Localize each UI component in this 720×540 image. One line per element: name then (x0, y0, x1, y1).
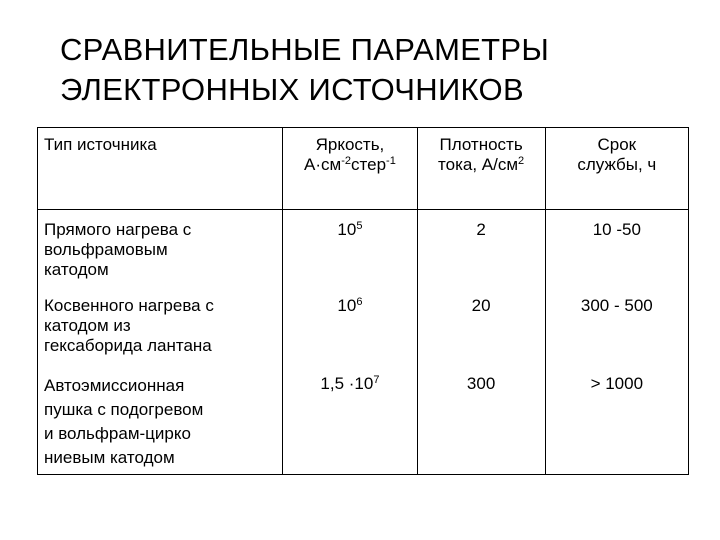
cell-brightness: $1,5 \cdot 10^7$ (283, 364, 417, 475)
header-density-line1: Плотность (439, 135, 523, 154)
cell-service-life: 10 -50 (545, 210, 688, 287)
cell-brightness: $10^6$ (283, 286, 417, 364)
header-brightness-line1: Яркость, (315, 135, 385, 154)
table-header-row (38, 128, 689, 210)
table-row (38, 210, 689, 287)
title-line-2: ЭЛЕКТРОННЫХ ИСТОЧНИКОВ (60, 72, 524, 107)
cell-current-density: 300 (417, 364, 545, 475)
title-line-1: СРАВНИТЕЛЬНЫЕ ПАРАМЕТРЫ (60, 32, 550, 67)
header-life-line1: Срок (597, 135, 637, 154)
header-source-type: Тип источника (38, 128, 283, 210)
cell-service-life: > 1000 (545, 364, 688, 475)
header-brightness (283, 128, 417, 210)
header-brightness-unit: $А\cdot см^{-2}стер^{-1}$ (304, 155, 396, 174)
cell-brightness: $10^5$ (283, 210, 417, 287)
header-service-life (545, 128, 688, 210)
slide-title (60, 30, 680, 110)
table-row (38, 286, 689, 364)
header-life-line2: службы, ч (577, 155, 657, 174)
cell-source-type: Прямого нагрева с вольфрамовым катодом (38, 210, 283, 287)
header-current-density (417, 128, 545, 210)
header-density-unit: тока, $А/см^2$ (438, 155, 525, 174)
cell-current-density: 20 (417, 286, 545, 364)
parameters-table (37, 127, 689, 475)
cell-service-life: 300 - 500 (545, 286, 688, 364)
cell-source-type: Автоэмиссионная пушка с подогревом и вольфрам-цирко ниевым катодом (38, 364, 283, 475)
cell-current-density: 2 (417, 210, 545, 287)
table-row (38, 364, 689, 475)
cell-source-type: Косвенного нагрева с катодом из гексаборида лантана (38, 286, 283, 364)
